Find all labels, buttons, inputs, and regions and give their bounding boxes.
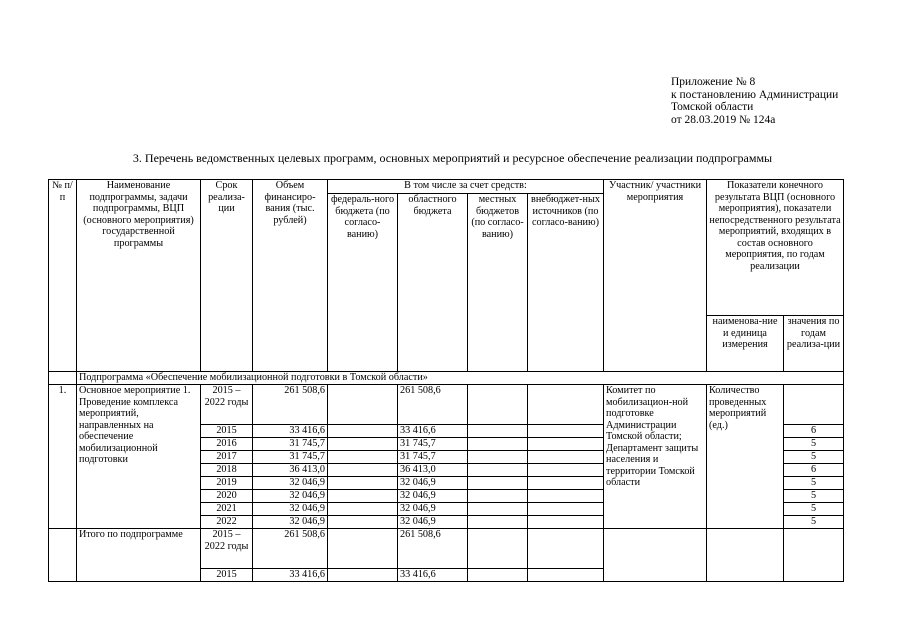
header-term: Срок реализа-ции bbox=[201, 180, 253, 372]
header-ind-values: значения по годам реализа-ции bbox=[784, 316, 844, 372]
header-name: Наименование подпрограммы, задачи подпрограммы, ВЦП (основного мероприятия) государственной программы bbox=[77, 180, 201, 372]
indicator-value: 5 bbox=[784, 503, 844, 516]
indicator-value: 6 bbox=[784, 425, 844, 438]
indicator-value: 5 bbox=[784, 516, 844, 529]
volume-cell: 32 046,9 bbox=[253, 516, 328, 529]
volume-cell: 31 745,7 bbox=[253, 438, 328, 451]
indicator-name: Количество проведенных мероприятий (ед.) bbox=[707, 385, 784, 529]
activity-name: Основное мероприятие 1. Проведение комплекса мероприятий, направленных на обеспечение мобилизационной подготовки bbox=[77, 385, 201, 529]
regional-cell: 32 046,9 bbox=[398, 477, 468, 490]
appendix-line: от 28.03.2019 № 124а bbox=[671, 113, 776, 126]
year-cell: 2022 bbox=[201, 516, 253, 529]
regional-cell: 33 416,6 bbox=[398, 569, 468, 582]
regional-cell: 33 416,6 bbox=[398, 425, 468, 438]
period-cell: 2015 – 2022 годы bbox=[201, 529, 253, 569]
appendix-line: к постановлению Администрации bbox=[671, 88, 839, 101]
resource-table bbox=[48, 179, 844, 582]
year-cell: 2017 bbox=[201, 451, 253, 464]
year-cell: 2016 bbox=[201, 438, 253, 451]
year-cell: 2015 bbox=[201, 425, 253, 438]
volume-cell: 33 416,6 bbox=[253, 569, 328, 582]
year-cell: 2015 bbox=[201, 569, 253, 582]
indicator-value: 6 bbox=[784, 464, 844, 477]
document-heading: 3. Перечень ведомственных целевых программ, основных мероприятий и ресурсное обеспечение реализации подпрограммы bbox=[132, 151, 773, 165]
header-num: № п/п bbox=[49, 180, 77, 372]
indicator-value: 5 bbox=[784, 451, 844, 464]
volume-cell: 261 508,6 bbox=[253, 385, 328, 425]
header-local: местных бюджетов (по согласо-ванию) bbox=[468, 194, 528, 372]
header-ind-name: наименова-ние и единица измерения bbox=[707, 316, 784, 372]
regional-cell: 32 046,9 bbox=[398, 516, 468, 529]
header-indicators: Показатели конечного результата ВЦП (основного мероприятия), показатели непосредственного результата мероприятий, входящих в состав основного мероприятия, по годам реализации bbox=[707, 180, 844, 316]
year-cell: 2018 bbox=[201, 464, 253, 477]
header-regional: областного бюджета bbox=[398, 194, 468, 372]
regional-cell: 261 508,6 bbox=[398, 529, 468, 569]
volume-cell: 32 046,9 bbox=[253, 477, 328, 490]
volume-cell: 31 745,7 bbox=[253, 451, 328, 464]
header-extra: внебюджет-ных источников (по согласо-ванию) bbox=[528, 194, 604, 372]
indicator-value: 5 bbox=[784, 477, 844, 490]
header-volume: Объем финансиро-вания (тыс. рублей) bbox=[253, 180, 328, 372]
regional-cell: 32 046,9 bbox=[398, 503, 468, 516]
regional-cell: 31 745,7 bbox=[398, 451, 468, 464]
period-cell: 2015 – 2022 годы bbox=[201, 385, 253, 425]
volume-cell: 32 046,9 bbox=[253, 503, 328, 516]
regional-cell: 36 413,0 bbox=[398, 464, 468, 477]
year-cell: 2021 bbox=[201, 503, 253, 516]
year-cell: 2020 bbox=[201, 490, 253, 503]
subprogram-title: Подпрограмма «Обеспечение мобилизационной подготовки в Томской области» bbox=[77, 372, 844, 385]
regional-cell: 31 745,7 bbox=[398, 438, 468, 451]
regional-cell: 32 046,9 bbox=[398, 490, 468, 503]
header-federal: федераль-ного бюджета (по согласо-ванию) bbox=[328, 194, 398, 372]
participant-cell: Комитет по мобилизацион-ной подготовке Администрации Томской области; Департамент защиты населения и территории Томской области bbox=[604, 385, 707, 529]
appendix-block bbox=[671, 76, 838, 126]
indicator-value: 5 bbox=[784, 490, 844, 503]
volume-cell: 261 508,6 bbox=[253, 529, 328, 569]
indicator-value: 5 bbox=[784, 438, 844, 451]
appendix-line: Приложение № 8 bbox=[671, 76, 756, 88]
volume-cell: 33 416,6 bbox=[253, 425, 328, 438]
volume-cell: 36 413,0 bbox=[253, 464, 328, 477]
row-num: 1. bbox=[49, 385, 77, 529]
volume-cell: 32 046,9 bbox=[253, 490, 328, 503]
regional-cell: 261 508,6 bbox=[398, 385, 468, 425]
itogo-name: Итого по подпрограмме bbox=[77, 529, 201, 582]
appendix-line: Томской области bbox=[671, 101, 754, 114]
header-including: В том числе за счет средств: bbox=[328, 180, 604, 194]
year-cell: 2019 bbox=[201, 477, 253, 490]
header-participant: Участник/ участники мероприятия bbox=[604, 180, 707, 372]
